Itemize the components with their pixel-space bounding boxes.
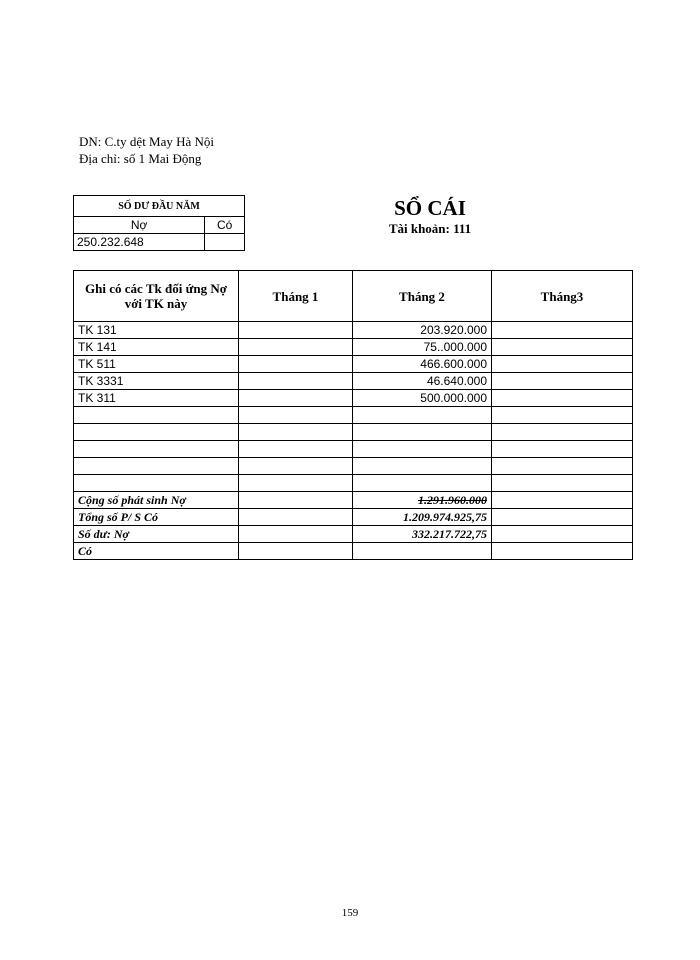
row-month2 bbox=[353, 475, 492, 492]
total-credit-label: Tổng số P/ S Có bbox=[74, 509, 239, 526]
row-month1 bbox=[239, 441, 353, 458]
balance-credit-value bbox=[353, 543, 492, 560]
table-row bbox=[74, 373, 633, 390]
company-address: Địa chỉ: số 1 Mai Động bbox=[79, 151, 202, 166]
total-debit-label: Cộng số phát sinh Nợ bbox=[74, 492, 239, 509]
balance-debit-label: Số dư: Nợ bbox=[74, 526, 239, 543]
row-month3 bbox=[492, 458, 633, 475]
table-row bbox=[74, 322, 633, 339]
row-month1 bbox=[239, 475, 353, 492]
total-debit-value bbox=[353, 492, 492, 509]
table-row bbox=[74, 356, 633, 373]
company-name: DN: C.ty dệt May Hà Nội bbox=[79, 134, 215, 149]
ledger-subtitle: Tài khoản: 111 bbox=[388, 221, 472, 236]
opening-balance-table bbox=[73, 195, 245, 251]
row-month3 bbox=[492, 339, 633, 356]
company-info bbox=[79, 133, 214, 167]
row-month3 bbox=[492, 356, 633, 373]
table-row bbox=[74, 424, 633, 441]
total-credit-value: 1.209.974.925,75 bbox=[353, 509, 492, 526]
row-month1 bbox=[239, 407, 353, 424]
total-credit-month3 bbox=[492, 509, 633, 526]
opening-debit-value: 250.232.648 bbox=[74, 234, 205, 251]
balance-debit-month3 bbox=[492, 526, 633, 543]
total-debit-value-text: 1.291.960.000 bbox=[418, 492, 487, 507]
table-row bbox=[74, 441, 633, 458]
row-account bbox=[74, 475, 239, 492]
row-account: TK 3331 bbox=[74, 373, 239, 390]
total-debit-month1 bbox=[239, 492, 353, 509]
row-account bbox=[74, 441, 239, 458]
row-month2 bbox=[353, 407, 492, 424]
row-month2: 46.640.000 bbox=[353, 373, 492, 390]
summary-row-balance-credit bbox=[74, 543, 633, 560]
page-number: 159 bbox=[341, 907, 359, 919]
row-month1 bbox=[239, 458, 353, 475]
summary-row-total-debit bbox=[74, 492, 633, 509]
balance-credit-month1 bbox=[239, 543, 353, 560]
row-account bbox=[74, 424, 239, 441]
row-account: TK 311 bbox=[74, 390, 239, 407]
row-month1 bbox=[239, 373, 353, 390]
row-account: TK 141 bbox=[74, 339, 239, 356]
row-month3 bbox=[492, 373, 633, 390]
row-month3 bbox=[492, 441, 633, 458]
header-month3: Tháng3 bbox=[492, 271, 633, 322]
row-month3 bbox=[492, 390, 633, 407]
row-month1 bbox=[239, 339, 353, 356]
table-row bbox=[74, 339, 633, 356]
row-month2: 203.920.000 bbox=[353, 322, 492, 339]
row-month1 bbox=[239, 356, 353, 373]
opening-credit-label: Có bbox=[205, 217, 245, 234]
ledger-header-row bbox=[74, 271, 633, 322]
table-row bbox=[74, 475, 633, 492]
ledger-title: SỔ CÁI bbox=[394, 196, 466, 220]
balance-debit-value: 332.217.722,75 bbox=[353, 526, 492, 543]
summary-row-total-credit bbox=[74, 509, 633, 526]
opening-debit-label: Nợ bbox=[74, 217, 205, 234]
total-credit-month1 bbox=[239, 509, 353, 526]
row-month2: 500.000.000 bbox=[353, 390, 492, 407]
row-account bbox=[74, 407, 239, 424]
balance-debit-month1 bbox=[239, 526, 353, 543]
row-month1 bbox=[239, 390, 353, 407]
row-month3 bbox=[492, 322, 633, 339]
ledger-table bbox=[73, 270, 633, 560]
table-row bbox=[74, 407, 633, 424]
row-month2: 466.600.000 bbox=[353, 356, 492, 373]
row-month3 bbox=[492, 475, 633, 492]
opening-credit-value bbox=[205, 234, 245, 251]
row-month3 bbox=[492, 407, 633, 424]
balance-credit-label: Có bbox=[74, 543, 239, 560]
header-account: Ghi có các Tk đối ứng Nợ với TK này bbox=[74, 271, 239, 322]
balance-credit-month3 bbox=[492, 543, 633, 560]
row-month1 bbox=[239, 424, 353, 441]
row-month3 bbox=[492, 424, 633, 441]
header-month2: Tháng 2 bbox=[353, 271, 492, 322]
header-month1: Tháng 1 bbox=[239, 271, 353, 322]
row-account bbox=[74, 458, 239, 475]
total-debit-month3 bbox=[492, 492, 633, 509]
table-row bbox=[74, 390, 633, 407]
row-month1 bbox=[239, 322, 353, 339]
row-month2: 75..000.000 bbox=[353, 339, 492, 356]
row-month2 bbox=[353, 441, 492, 458]
row-account: TK 511 bbox=[74, 356, 239, 373]
table-row bbox=[74, 458, 633, 475]
row-month2 bbox=[353, 424, 492, 441]
opening-balance-header: SỐ DƯ ĐẦU NĂM bbox=[74, 196, 245, 217]
row-account: TK 131 bbox=[74, 322, 239, 339]
row-month2 bbox=[353, 458, 492, 475]
summary-row-balance-debit bbox=[74, 526, 633, 543]
